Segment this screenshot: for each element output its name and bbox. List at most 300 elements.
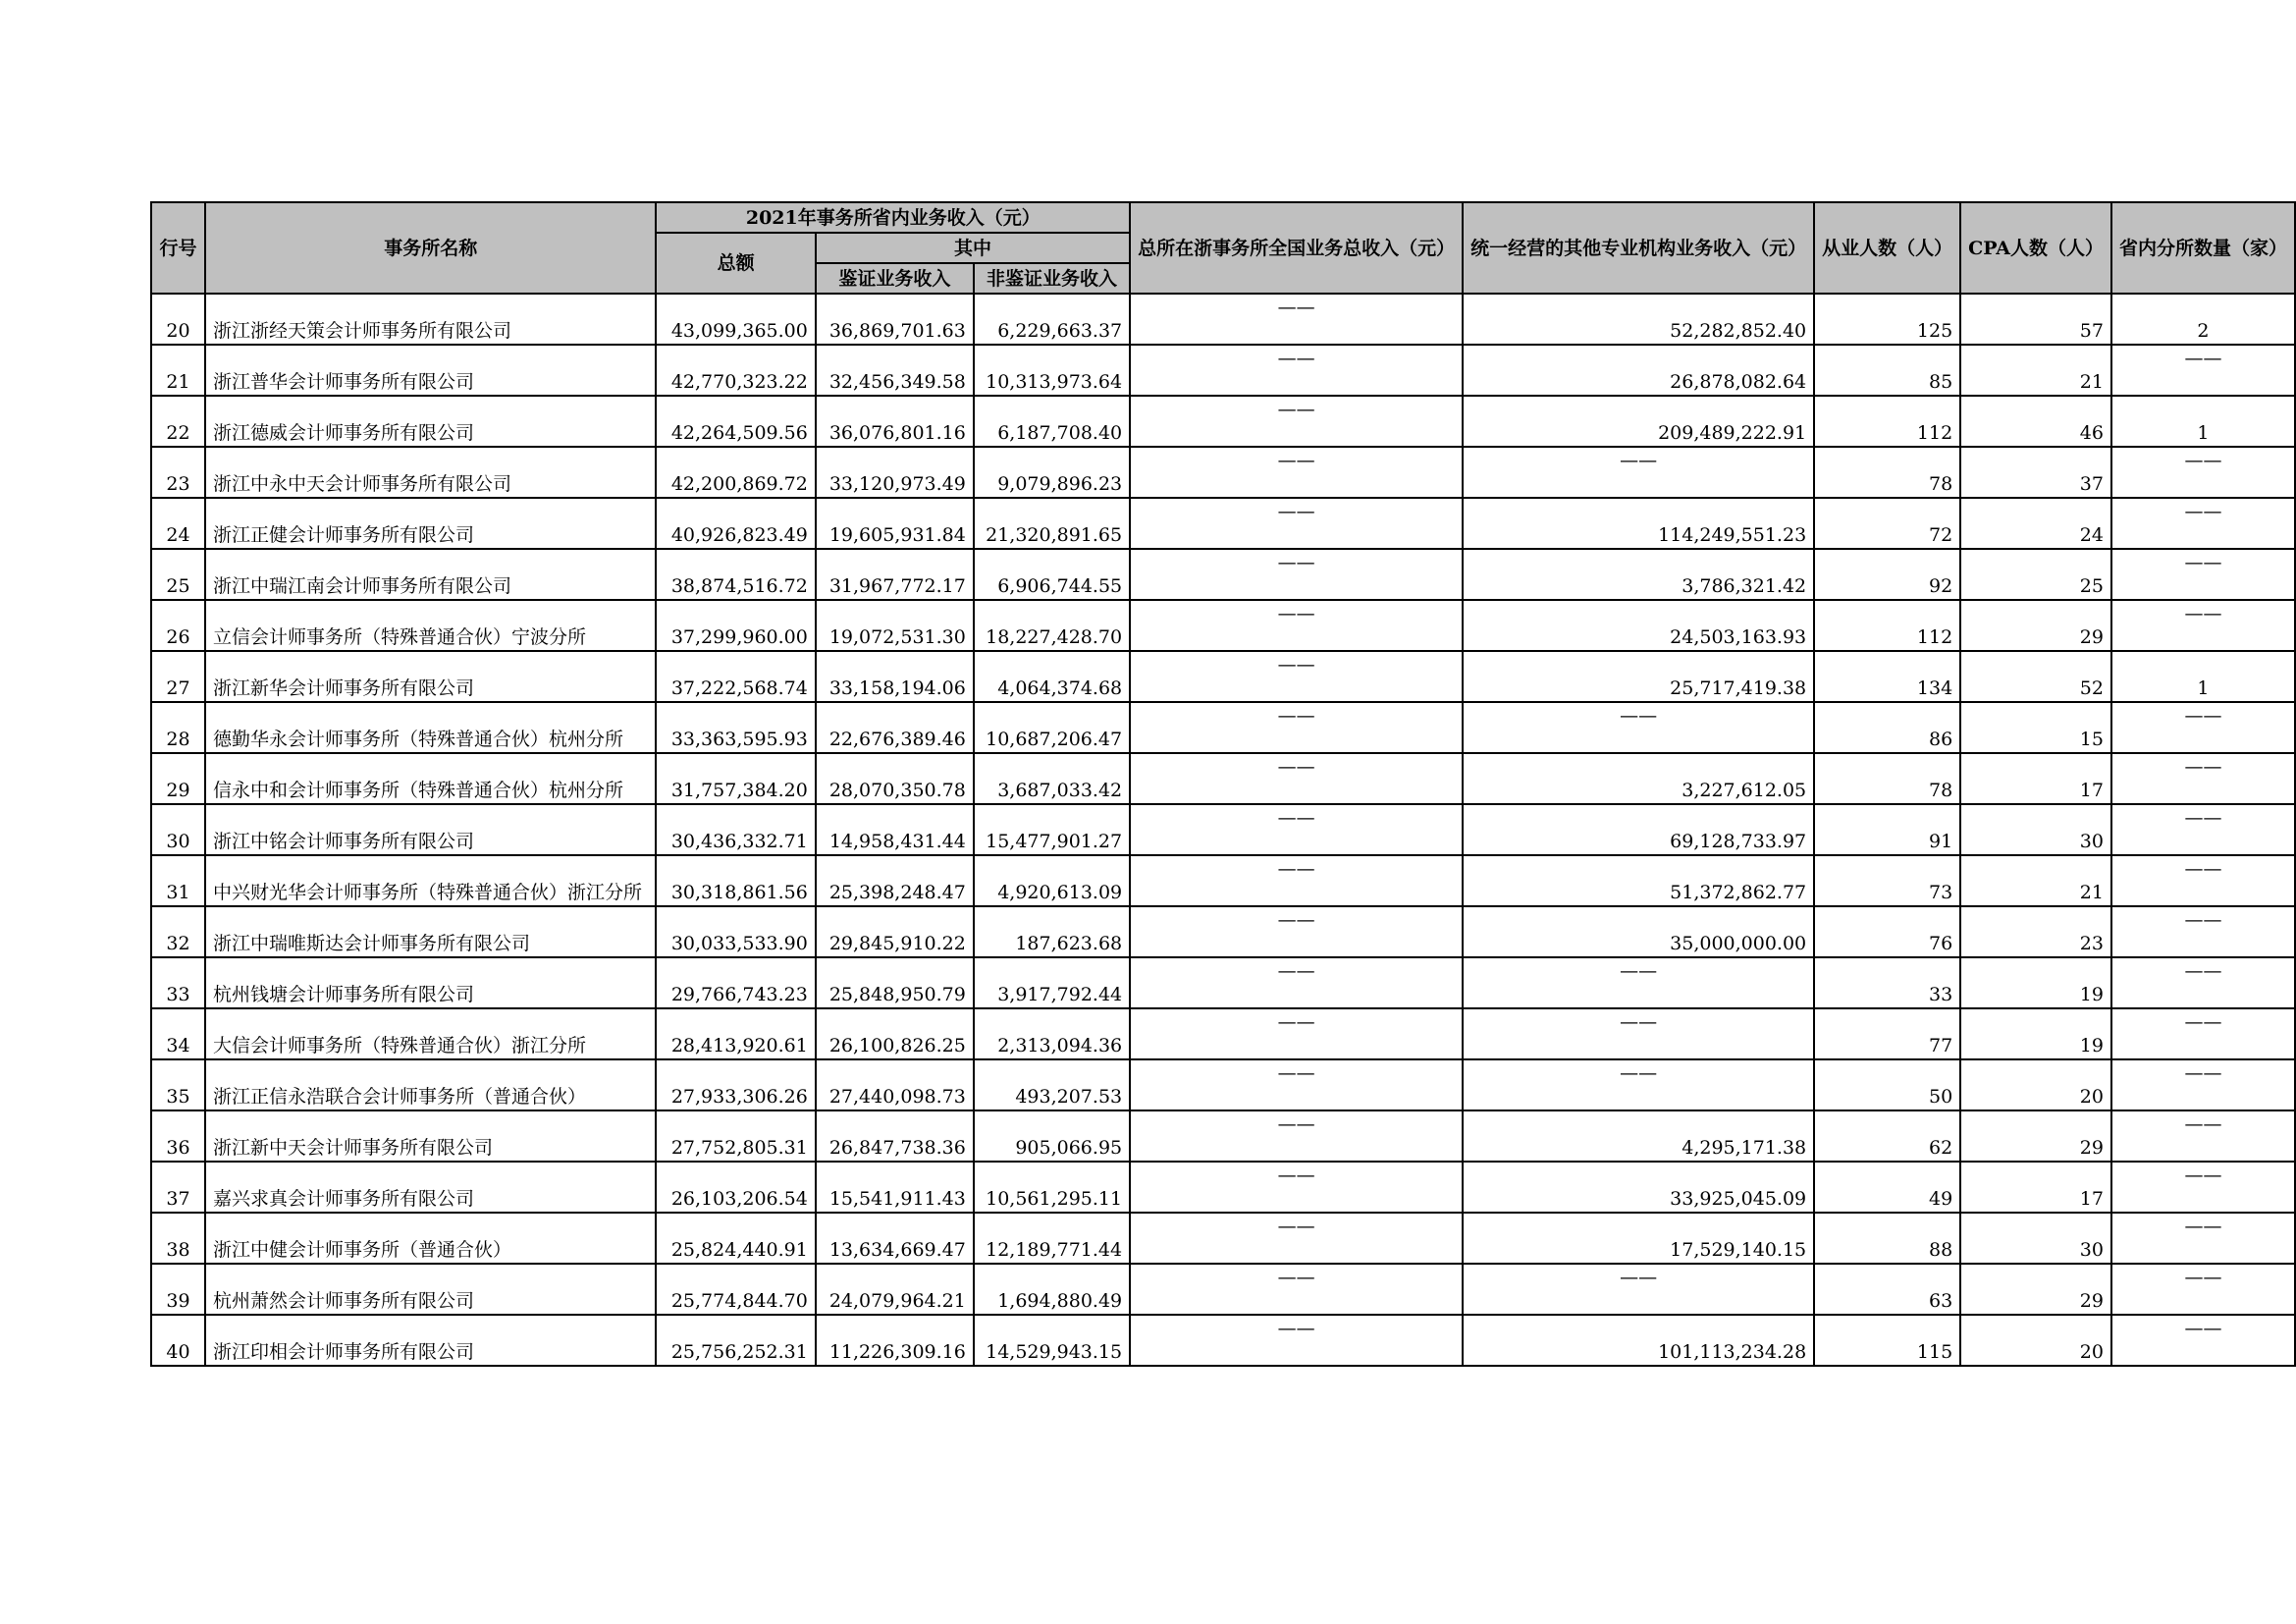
other-income: 4,295,171.38	[1682, 1137, 1807, 1159]
cpa-count-cell	[1960, 651, 2111, 702]
table-row	[151, 294, 2295, 345]
assurance-income-cell	[816, 1110, 974, 1162]
assurance-income-cell	[816, 498, 974, 549]
row-number-cell	[151, 651, 205, 702]
other-income: ——	[1620, 959, 1658, 982]
firm-name: 杭州萧然会计师事务所有限公司	[213, 1290, 475, 1312]
staff-count-cell	[1814, 651, 1960, 702]
firm-name-cell	[205, 1008, 656, 1059]
assurance-income-cell	[816, 600, 974, 651]
total-income-cell	[656, 1315, 815, 1366]
firm-name-cell	[205, 651, 656, 702]
cpa-count-cell	[1960, 294, 2111, 345]
staff-count: 50	[1928, 1086, 1953, 1108]
other-income: 17,529,140.15	[1670, 1239, 1807, 1261]
other-income-cell	[1463, 549, 1814, 600]
non-assurance-income: 12,189,771.44	[986, 1239, 1123, 1261]
branch-count: 1	[2197, 422, 2210, 444]
non-assurance-income-cell	[974, 600, 1130, 651]
cpa-count: 23	[2079, 933, 2104, 954]
row-number: 26	[166, 626, 190, 648]
total-income: 27,933,306.26	[670, 1086, 808, 1108]
total-income: 33,363,595.93	[670, 729, 808, 750]
other-income: 69,128,733.97	[1670, 831, 1807, 852]
assurance-income-cell	[816, 396, 974, 447]
row-number-cell	[151, 600, 205, 651]
row-number: 30	[166, 831, 190, 852]
other-income: 35,000,000.00	[1670, 933, 1807, 954]
branch-count: ——	[2184, 857, 2222, 880]
branch-count: ——	[2184, 704, 2222, 727]
cpa-count-cell	[1960, 1162, 2111, 1213]
cpa-count-cell	[1960, 1008, 2111, 1059]
row-number-cell	[151, 906, 205, 957]
national-income-cell	[1130, 1264, 1463, 1315]
branch-count: ——	[2184, 1112, 2222, 1135]
firm-name-cell	[205, 1213, 656, 1264]
branch-count: ——	[2184, 551, 2222, 573]
staff-count: 63	[1928, 1290, 1953, 1312]
national-income: ——	[1277, 959, 1315, 982]
cpa-count-cell	[1960, 345, 2111, 396]
national-income: ——	[1277, 500, 1315, 522]
non-assurance-income: 905,066.95	[1015, 1137, 1123, 1159]
total-income: 37,222,568.74	[670, 677, 808, 699]
header-cpa: CPA人数（人）	[1960, 202, 2111, 294]
assurance-income: 29,845,910.22	[828, 933, 966, 954]
branch-count: ——	[2184, 1061, 2222, 1084]
table-body	[151, 294, 2295, 1366]
assurance-income: 19,072,531.30	[828, 626, 966, 648]
assurance-income-cell	[816, 1264, 974, 1315]
total-income-cell	[656, 600, 815, 651]
cpa-count: 24	[2079, 524, 2104, 546]
firm-name: 浙江正健会计师事务所有限公司	[213, 524, 475, 546]
non-assurance-income: 18,227,428.70	[986, 626, 1123, 648]
non-assurance-income: 10,313,973.64	[986, 371, 1123, 393]
staff-count: 76	[1928, 933, 1953, 954]
table-row	[151, 957, 2295, 1008]
assurance-income-cell	[816, 1213, 974, 1264]
national-income-cell	[1130, 345, 1463, 396]
row-number: 23	[166, 473, 190, 495]
row-number-cell	[151, 447, 205, 498]
assurance-income-cell	[816, 1008, 974, 1059]
national-income: ——	[1277, 1112, 1315, 1135]
cpa-count: 19	[2079, 984, 2104, 1005]
staff-count-cell	[1814, 600, 1960, 651]
assurance-income-cell	[816, 804, 974, 855]
branch-count: ——	[2184, 1317, 2222, 1339]
header-row-no: 行号	[151, 202, 205, 294]
header-staff: 从业人数（人）	[1814, 202, 1960, 294]
cpa-count: 20	[2079, 1086, 2104, 1108]
non-assurance-income-cell	[974, 294, 1130, 345]
non-assurance-income-cell	[974, 906, 1130, 957]
other-income: 3,227,612.05	[1682, 780, 1807, 801]
total-income-cell	[656, 957, 815, 1008]
national-income: ——	[1277, 602, 1315, 624]
cpa-count: 15	[2079, 729, 2104, 750]
header-branches: 省内分所数量（家）	[2111, 202, 2295, 294]
row-number: 35	[166, 1086, 190, 1108]
table-row	[151, 906, 2295, 957]
staff-count-cell	[1814, 1162, 1960, 1213]
staff-count: 33	[1928, 984, 1953, 1005]
national-income-cell	[1130, 294, 1463, 345]
cpa-count: 57	[2079, 320, 2104, 342]
non-assurance-income-cell	[974, 549, 1130, 600]
non-assurance-income: 21,320,891.65	[986, 524, 1123, 546]
cpa-count-cell	[1960, 957, 2111, 1008]
assurance-income-cell	[816, 906, 974, 957]
firm-name: 浙江浙经天策会计师事务所有限公司	[213, 320, 512, 342]
branch-count-cell	[2111, 549, 2295, 600]
total-income-cell	[656, 753, 815, 804]
cpa-count: 25	[2079, 575, 2104, 597]
non-assurance-income: 6,906,744.55	[997, 575, 1123, 597]
assurance-income: 26,847,738.36	[828, 1137, 966, 1159]
table-row	[151, 549, 2295, 600]
total-income: 38,874,516.72	[670, 575, 808, 597]
branch-count-cell	[2111, 702, 2295, 753]
branch-count-cell	[2111, 1008, 2295, 1059]
firm-name: 浙江中瑞江南会计师事务所有限公司	[213, 575, 512, 597]
cpa-count-cell	[1960, 753, 2111, 804]
cpa-count: 46	[2079, 422, 2104, 444]
assurance-income: 33,120,973.49	[828, 473, 966, 495]
row-number-cell	[151, 1315, 205, 1366]
table-row	[151, 855, 2295, 906]
non-assurance-income-cell	[974, 753, 1130, 804]
firm-name-cell	[205, 957, 656, 1008]
firm-name-cell	[205, 855, 656, 906]
assurance-income: 14,958,431.44	[828, 831, 966, 852]
non-assurance-income-cell	[974, 702, 1130, 753]
branch-count-cell	[2111, 1110, 2295, 1162]
national-income: ——	[1277, 704, 1315, 727]
other-income-cell	[1463, 345, 1814, 396]
national-income-cell	[1130, 549, 1463, 600]
national-income-cell	[1130, 651, 1463, 702]
staff-count-cell	[1814, 1264, 1960, 1315]
branch-count: ——	[2184, 908, 2222, 931]
firm-name: 浙江新中天会计师事务所有限公司	[213, 1137, 494, 1159]
total-income: 29,766,743.23	[670, 984, 808, 1005]
total-income-cell	[656, 396, 815, 447]
branch-count-cell	[2111, 906, 2295, 957]
other-income: 101,113,234.28	[1658, 1341, 1807, 1363]
national-income: ——	[1277, 449, 1315, 471]
row-number: 20	[166, 320, 190, 342]
other-income: ——	[1620, 449, 1658, 471]
firm-name: 浙江德威会计师事务所有限公司	[213, 422, 475, 444]
assurance-income: 31,967,772.17	[828, 575, 966, 597]
table-row	[151, 498, 2295, 549]
assurance-income-cell	[816, 702, 974, 753]
branch-count: ——	[2184, 755, 2222, 778]
other-income-cell	[1463, 447, 1814, 498]
staff-count-cell	[1814, 1059, 1960, 1110]
row-number: 24	[166, 524, 190, 546]
assurance-income-cell	[816, 1059, 974, 1110]
branch-count-cell	[2111, 294, 2295, 345]
non-assurance-income: 4,920,613.09	[997, 882, 1123, 903]
national-income: ——	[1277, 1010, 1315, 1033]
non-assurance-income-cell	[974, 498, 1130, 549]
table-row	[151, 1110, 2295, 1162]
non-assurance-income-cell	[974, 1008, 1130, 1059]
assurance-income: 32,456,349.58	[828, 371, 966, 393]
row-number-cell	[151, 1059, 205, 1110]
cpa-count: 21	[2079, 882, 2104, 903]
national-income: ——	[1277, 908, 1315, 931]
national-income: ——	[1277, 857, 1315, 880]
national-income: ——	[1277, 653, 1315, 676]
row-number-cell	[151, 1162, 205, 1213]
branch-count: 2	[2197, 320, 2210, 342]
firm-name: 中兴财光华会计师事务所（特殊普通合伙）浙江分所	[213, 882, 643, 903]
assurance-income-cell	[816, 651, 974, 702]
header-of-which: 其中	[816, 233, 1130, 263]
non-assurance-income-cell	[974, 396, 1130, 447]
branch-count: ——	[2184, 347, 2222, 369]
table-row	[151, 447, 2295, 498]
total-income-cell	[656, 651, 815, 702]
national-income-cell	[1130, 702, 1463, 753]
branch-count-cell	[2111, 804, 2295, 855]
total-income: 26,103,206.54	[670, 1188, 808, 1210]
total-income-cell	[656, 1162, 815, 1213]
staff-count: 73	[1928, 882, 1953, 903]
staff-count: 77	[1928, 1035, 1953, 1056]
row-number: 32	[166, 933, 190, 954]
total-income: 42,770,323.22	[670, 371, 808, 393]
row-number: 27	[166, 677, 190, 699]
row-number: 39	[166, 1290, 190, 1312]
other-income: 26,878,082.64	[1670, 371, 1807, 393]
firm-name: 浙江中铭会计师事务所有限公司	[213, 831, 475, 852]
total-income: 42,264,509.56	[670, 422, 808, 444]
header-assurance: 鉴证业务收入	[816, 263, 974, 294]
assurance-income-cell	[816, 1162, 974, 1213]
staff-count: 78	[1928, 473, 1953, 495]
total-income-cell	[656, 345, 815, 396]
staff-count-cell	[1814, 549, 1960, 600]
total-income-cell	[656, 702, 815, 753]
row-number-cell	[151, 396, 205, 447]
staff-count: 112	[1916, 626, 1953, 648]
national-income-cell	[1130, 1059, 1463, 1110]
non-assurance-income-cell	[974, 1162, 1130, 1213]
non-assurance-income-cell	[974, 651, 1130, 702]
branch-count-cell	[2111, 753, 2295, 804]
firm-name-cell	[205, 804, 656, 855]
staff-count: 85	[1928, 371, 1953, 393]
branch-count: 1	[2197, 677, 2210, 699]
cpa-count-cell	[1960, 600, 2111, 651]
firm-name: 嘉兴求真会计师事务所有限公司	[213, 1188, 475, 1210]
other-income-cell	[1463, 753, 1814, 804]
non-assurance-income-cell	[974, 447, 1130, 498]
cpa-count-cell	[1960, 1059, 2111, 1110]
assurance-income: 25,848,950.79	[828, 984, 966, 1005]
row-number: 21	[166, 371, 190, 393]
table-row	[151, 1315, 2295, 1366]
firm-name-cell	[205, 1162, 656, 1213]
row-number-cell	[151, 1213, 205, 1264]
national-income-cell	[1130, 855, 1463, 906]
cpa-count-cell	[1960, 1110, 2111, 1162]
other-income: ——	[1620, 704, 1658, 727]
cpa-count-cell	[1960, 906, 2111, 957]
firm-name-cell	[205, 345, 656, 396]
branch-count: ——	[2184, 806, 2222, 829]
cpa-count: 30	[2079, 1239, 2104, 1261]
row-number-cell	[151, 498, 205, 549]
branch-count-cell	[2111, 498, 2295, 549]
firm-name-cell	[205, 1110, 656, 1162]
national-income: ——	[1277, 1266, 1315, 1288]
total-income-cell	[656, 447, 815, 498]
assurance-income: 13,634,669.47	[828, 1239, 966, 1261]
assurance-income-cell	[816, 345, 974, 396]
other-income-cell	[1463, 600, 1814, 651]
firm-name: 杭州钱塘会计师事务所有限公司	[213, 984, 475, 1005]
staff-count-cell	[1814, 753, 1960, 804]
other-income-cell	[1463, 1162, 1814, 1213]
national-income-cell	[1130, 906, 1463, 957]
branch-count-cell	[2111, 1264, 2295, 1315]
cpa-count: 17	[2079, 780, 2104, 801]
total-income: 43,099,365.00	[670, 320, 808, 342]
total-income-cell	[656, 1008, 815, 1059]
total-income: 40,926,823.49	[670, 524, 808, 546]
row-number: 25	[166, 575, 190, 597]
national-income: ——	[1277, 347, 1315, 369]
table-row	[151, 753, 2295, 804]
row-number: 40	[166, 1341, 190, 1363]
national-income: ——	[1277, 1164, 1315, 1186]
total-income-cell	[656, 855, 815, 906]
header-total: 总额	[656, 233, 815, 294]
other-income: 209,489,222.91	[1658, 422, 1807, 444]
staff-count-cell	[1814, 702, 1960, 753]
national-income: ——	[1277, 551, 1315, 573]
table-row	[151, 1059, 2295, 1110]
national-income: ——	[1277, 398, 1315, 420]
other-income-cell	[1463, 1110, 1814, 1162]
non-assurance-income: 10,561,295.11	[986, 1188, 1123, 1210]
staff-count-cell	[1814, 804, 1960, 855]
assurance-income-cell	[816, 294, 974, 345]
branch-count: ——	[2184, 500, 2222, 522]
header-non-assurance: 非鉴证业务收入	[974, 263, 1130, 294]
other-income: 25,717,419.38	[1670, 677, 1807, 699]
assurance-income: 33,158,194.06	[828, 677, 966, 699]
staff-count: 88	[1928, 1239, 1953, 1261]
other-income: 24,503,163.93	[1670, 626, 1807, 648]
staff-count-cell	[1814, 855, 1960, 906]
total-income: 27,752,805.31	[670, 1137, 808, 1159]
total-income: 30,436,332.71	[670, 831, 808, 852]
firm-name-cell	[205, 549, 656, 600]
header-firm-name: 事务所名称	[205, 202, 656, 294]
staff-count: 78	[1928, 780, 1953, 801]
non-assurance-income-cell	[974, 957, 1130, 1008]
staff-count-cell	[1814, 1008, 1960, 1059]
non-assurance-income: 2,313,094.36	[997, 1035, 1123, 1056]
non-assurance-income: 15,477,901.27	[986, 831, 1123, 852]
non-assurance-income: 1,694,880.49	[997, 1290, 1123, 1312]
assurance-income: 22,676,389.46	[828, 729, 966, 750]
cpa-count: 19	[2079, 1035, 2104, 1056]
national-income-cell	[1130, 498, 1463, 549]
row-number: 36	[166, 1137, 190, 1159]
firm-name: 浙江中瑞唯斯达会计师事务所有限公司	[213, 933, 531, 954]
national-income-cell	[1130, 600, 1463, 651]
table-header	[151, 202, 2295, 294]
total-income: 25,756,252.31	[670, 1341, 808, 1363]
other-income-cell	[1463, 1315, 1814, 1366]
national-income-cell	[1130, 447, 1463, 498]
assurance-income: 15,541,911.43	[828, 1188, 966, 1210]
national-income-cell	[1130, 1162, 1463, 1213]
table-row	[151, 345, 2295, 396]
non-assurance-income: 6,229,663.37	[997, 320, 1123, 342]
firm-income-table	[150, 201, 2296, 1367]
cpa-count-cell	[1960, 804, 2111, 855]
row-number: 28	[166, 729, 190, 750]
firm-name-cell	[205, 1315, 656, 1366]
other-income-cell	[1463, 1059, 1814, 1110]
non-assurance-income: 187,623.68	[1015, 933, 1123, 954]
national-income: ——	[1277, 1317, 1315, 1339]
non-assurance-income-cell	[974, 1264, 1130, 1315]
other-income-cell	[1463, 702, 1814, 753]
other-income-cell	[1463, 396, 1814, 447]
firm-name: 浙江新华会计师事务所有限公司	[213, 677, 475, 699]
branch-count-cell	[2111, 600, 2295, 651]
other-income-cell	[1463, 1008, 1814, 1059]
firm-name-cell	[205, 447, 656, 498]
row-number-cell	[151, 957, 205, 1008]
national-income-cell	[1130, 396, 1463, 447]
assurance-income: 11,226,309.16	[828, 1341, 966, 1363]
non-assurance-income-cell	[974, 855, 1130, 906]
branch-count: ——	[2184, 602, 2222, 624]
cpa-count-cell	[1960, 447, 2111, 498]
firm-name: 德勤华永会计师事务所（特殊普通合伙）杭州分所	[213, 729, 624, 750]
national-income-cell	[1130, 1110, 1463, 1162]
national-income-cell	[1130, 1213, 1463, 1264]
other-income: 114,249,551.23	[1658, 524, 1807, 546]
table-row	[151, 396, 2295, 447]
assurance-income: 36,076,801.16	[828, 422, 966, 444]
staff-count-cell	[1814, 294, 1960, 345]
assurance-income: 25,398,248.47	[828, 882, 966, 903]
staff-count: 49	[1928, 1188, 1953, 1210]
non-assurance-income: 4,064,374.68	[997, 677, 1123, 699]
non-assurance-income: 3,917,792.44	[997, 984, 1123, 1005]
firm-name: 信永中和会计师事务所（特殊普通合伙）杭州分所	[213, 780, 624, 801]
firm-name: 浙江普华会计师事务所有限公司	[213, 371, 475, 393]
staff-count: 92	[1928, 575, 1953, 597]
national-income-cell	[1130, 1008, 1463, 1059]
staff-count: 62	[1928, 1137, 1953, 1159]
assurance-income: 26,100,826.25	[828, 1035, 966, 1056]
table-row	[151, 702, 2295, 753]
